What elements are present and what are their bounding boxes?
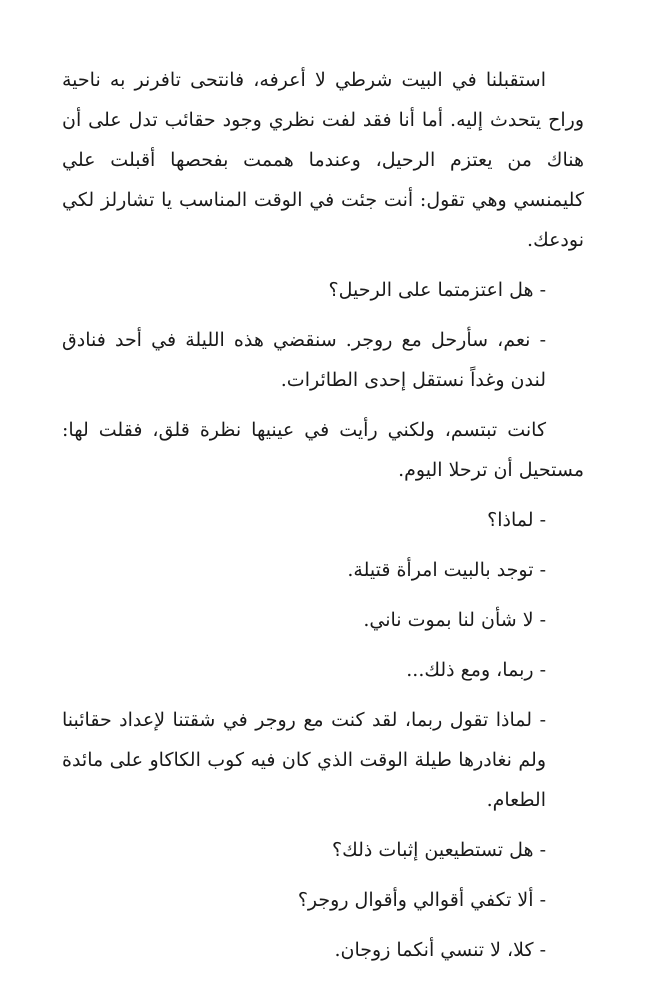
dialogue-line: - ألا تكفي أقوالي وأقوال روجر؟: [297, 889, 546, 911]
dialogue-line: - لماذا تقول ربما، لقد كنت مع روجر في شقتنا لإعداد حقائبنا ولم نغادرها طيلة الوقت الذي كان فيه كوب الكاكاو على مائدة الطعام.: [62, 709, 546, 811]
dialogue-line: - نعم، سأرحل مع روجر. سنقضي هذه الليلة في أحد فنادق لندن وغداً نستقل إحدى الطائرات.: [62, 329, 546, 391]
book-page: [62, 60, 584, 970]
dialogue-line: - كلا، لا تنسي أنكما زوجان.: [334, 939, 546, 961]
dialogue-line: - توجد بالبيت امرأة قتيلة.: [347, 559, 546, 581]
dialogue-line: - ربما، ومع ذلك...: [406, 659, 546, 681]
dialogue-line: - لماذا؟: [487, 509, 546, 531]
dialogue-line: - هل تستطيعين إثبات ذلك؟: [332, 839, 546, 861]
narration-paragraph: كانت تبتسم، ولكني رأيت في عينيها نظرة قلق، فقلت لها: مستحيل أن ترحلا اليوم.: [62, 419, 584, 481]
dialogue-line: - لا شأن لنا بموت ناني.: [363, 609, 546, 631]
narration-paragraph: استقبلنا في البيت شرطي لا أعرفه، فانتحى تافرنر به ناحية وراح يتحدث إليه. أما أنا فقد لفت نظري وجود حقائب تدل على أن هناك من يعتزم الرحيل، وعندما هممت بفحصها أقبلت علي كليمنسي وهي تقول: أنت جئت في الوقت المناسب يا تشارلز لكي نودعك.: [62, 69, 584, 251]
dialogue-line: - هل اعتزمتما على الرحيل؟: [328, 279, 546, 301]
